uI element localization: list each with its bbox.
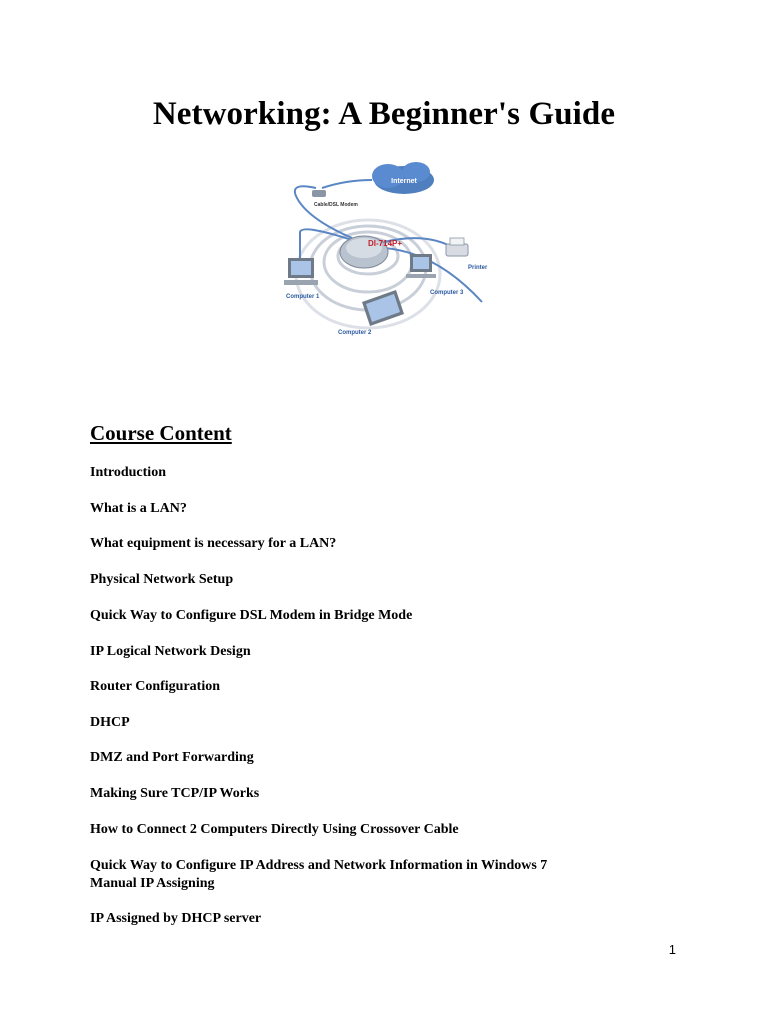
list-item: Router Configuration xyxy=(90,679,221,694)
computer-2-label: Computer 2 xyxy=(338,330,372,336)
printer-label: Printer xyxy=(468,265,488,271)
printer-icon xyxy=(446,238,488,271)
list-item: IP Logical Network Design xyxy=(90,644,251,659)
router-label: DI-714P+ xyxy=(368,239,403,248)
list-item: Quick Way to Configure DSL Modem in Bridge Mode xyxy=(90,608,413,623)
computer-1-label: Computer 1 xyxy=(286,294,320,300)
computer-2-icon xyxy=(338,290,404,336)
modem-icon xyxy=(312,190,358,208)
computer-1-icon xyxy=(284,258,320,300)
list-item: What equipment is necessary for a LAN? xyxy=(90,536,337,551)
router-icon xyxy=(340,236,402,268)
document-title: Networking: A Beginner's Guide xyxy=(152,96,616,132)
network-diagram-svg xyxy=(276,152,496,356)
list-item: Physical Network Setup xyxy=(90,572,234,587)
list-item: Making Sure TCP/IP Works xyxy=(90,786,260,801)
internet-cloud-icon xyxy=(372,162,434,194)
modem-label: Cable/DSL Modem xyxy=(314,202,358,208)
page-number: 1 xyxy=(668,942,676,957)
network-diagram-figure xyxy=(276,152,496,356)
computer-3-icon xyxy=(406,254,464,296)
list-item: Introduction xyxy=(90,465,166,480)
computer-3-label: Computer 3 xyxy=(430,290,464,296)
list-item: How to Connect 2 Computers Directly Using Crossover Cable xyxy=(90,822,459,837)
list-item: Quick Way to Configure IP Address and Network Information in Windows 7 xyxy=(90,858,548,873)
list-item: IP Assigned by DHCP server xyxy=(90,911,262,926)
list-item: What is a LAN? xyxy=(90,501,187,516)
list-item: DMZ and Port Forwarding xyxy=(90,750,254,765)
list-item: Manual IP Assigning xyxy=(90,876,215,891)
course-content-heading: Course Content xyxy=(90,421,232,445)
internet-label: Internet xyxy=(391,178,417,185)
list-item: DHCP xyxy=(90,715,130,730)
